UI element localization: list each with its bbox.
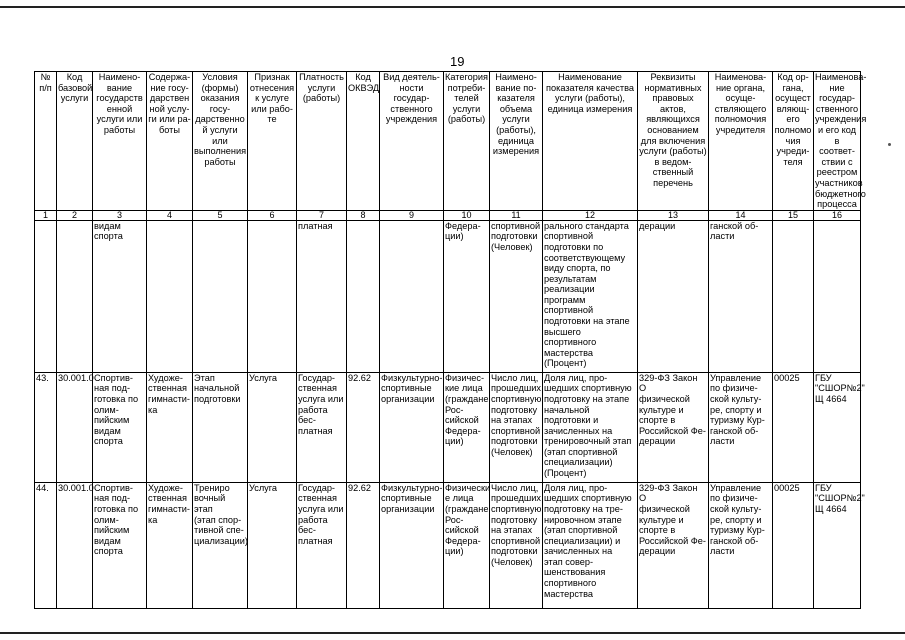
table-cell: 30.001.0 (57, 372, 93, 482)
table-cell: ГБУ "СШОР№2" Щ 4664 (814, 482, 861, 608)
column-number-row (35, 210, 861, 220)
column-number: 11 (490, 210, 543, 220)
page-number: 19 (450, 54, 465, 69)
column-number: 15 (773, 210, 814, 220)
header-cell: Условия (формы) оказания госу- дарственно й услуги или выполнения работы (193, 72, 248, 211)
column-number: 14 (709, 210, 773, 220)
header-cell: Наименова- ние государ- ственного учреждения и его код в соответ- ствии с реестром участников бюджетного процесса (815, 72, 867, 210)
table-cell (35, 220, 57, 372)
table-cell: 92.62 (347, 372, 380, 482)
table-row (35, 372, 861, 482)
table-cell (347, 220, 380, 372)
table-cell (248, 220, 297, 372)
table-cell: Государ- ственная услуга или работа бес- платная (297, 482, 347, 608)
table-cell: 30.001.0 (57, 482, 93, 608)
column-number: 8 (347, 210, 380, 220)
table-cell: Физкультурно- спортивные организации (380, 482, 444, 608)
table-cell: спортивной подготовки (Человек) (490, 220, 543, 372)
table-cell: 00025 (773, 482, 814, 608)
table-cell: Физкультурно- спортивные организации (380, 372, 444, 482)
table-cell: Физически е лица (граждане Рос- сийской Федера- ции) (444, 482, 490, 608)
header-cell: Категория потреби- телей услуги (работы) (444, 72, 490, 211)
table-cell: Доля лиц, про- шедших спортивную подготовку на тре- нировочном этапе (этап спортивной специализации) и зачисленных на этап совер- шенствования спортивного мастерства (543, 482, 638, 608)
table-cell: Управление по физиче- ской культу- ре, спорту и туризму Кур- ганской об- ласти (709, 482, 773, 608)
table-cell: Управление по физиче- ской культу- ре, спорту и туризму Кур- ганской об- ласти (709, 372, 773, 482)
column-number: 10 (444, 210, 490, 220)
column-number: 6 (248, 210, 297, 220)
table-cell (57, 220, 93, 372)
table-cell: Доля лиц, про- шедших спортивную подготовку на этапе начальной подготовки и зачисленных на тренировочный этап (этап спортивной специализации) (Процент) (543, 372, 638, 482)
header-cell: Наименование показателя качества услуги (работы), единица измерения (543, 72, 638, 211)
table-cell: Услуга (248, 372, 297, 482)
table-cell: Федера- ции) (444, 220, 490, 372)
column-number: 5 (193, 210, 248, 220)
table-cell (193, 220, 248, 372)
table-cell (773, 220, 814, 372)
table-cell: Физичес- кие лица (граждане Рос- сийской Федера- ции) (444, 372, 490, 482)
table-cell: Спортив- ная под- готовка по олим- пийским видам спорта (93, 372, 147, 482)
header-cell: Вид деятель- ности государ- ственного учреждения (380, 72, 444, 211)
table-cell: Этап начальной подготовки (193, 372, 248, 482)
table-cell: Художе- ственная гимнасти- ка (147, 372, 193, 482)
table-cell (147, 220, 193, 372)
header-cell: Код ОКВЭД (347, 72, 380, 211)
table-cell: рального стандарта спортивной подготовки по соответствующему виду спорта, по результатам реализации программ спортивной подготовки на этапе высшего спортивного мастерства (Процент) (543, 220, 638, 372)
header-row (35, 72, 861, 211)
column-number: 4 (147, 210, 193, 220)
column-number: 7 (297, 210, 347, 220)
table-row (35, 482, 861, 608)
column-number: 16 (814, 210, 861, 220)
table-cell: 92.62 (347, 482, 380, 608)
table-cell: Спортив- ная под- готовка по олим- пийским видам спорта (93, 482, 147, 608)
table-cell (814, 220, 861, 372)
header-cell: Признак отнесения к услуге или рабо- те (248, 72, 297, 211)
table-cell: Услуга (248, 482, 297, 608)
table-cell (380, 220, 444, 372)
column-number: 1 (35, 210, 57, 220)
table-cell: Число лиц, прошедших спортивную подготовку на этапах спортивной подготовки (Человек) (490, 482, 543, 608)
table-cell: Государ- ственная услуга или работа бес- платная (297, 372, 347, 482)
services-registry-table (34, 71, 867, 609)
header-cell: № п/п (35, 72, 57, 211)
table-cell: 43. (35, 372, 57, 482)
header-cell: Содержа- ние госу- дарствен ной услу- ги или ра- боты (147, 72, 193, 211)
column-number: 3 (93, 210, 147, 220)
table-cell: 44. (35, 482, 57, 608)
column-number: 2 (57, 210, 93, 220)
table-cell: Трениро вочный этап (этап спор- тивной спе- циализации) (193, 482, 248, 608)
header-cell: Код базовой услуги (57, 72, 93, 211)
header-cell: Наименова- ние органа, осуще- ствляющего полномочия учредителя (709, 72, 773, 211)
column-number: 13 (638, 210, 709, 220)
header-cell: Платность услуги (работы) (297, 72, 347, 211)
table-cell: Художе- ственная гимнасти- ка (147, 482, 193, 608)
table-cell: 329-ФЗ Закон О физической культуре и спорте в Российской Фе- дерации (638, 482, 709, 608)
header-cell: Наимено- вание государств енной услуги или работы (93, 72, 147, 211)
scan-top-edge (0, 6, 905, 8)
table-cell: 329-ФЗ Закон О физической культуре и спорте в Российской Фе- дерации (638, 372, 709, 482)
table-cell: 00025 (773, 372, 814, 482)
header-cell: Наимено- вание по- казателя объема услуги (работы), единица измерения (490, 72, 543, 211)
table-cell: дерации (638, 220, 709, 372)
table-cell: ГБУ "СШОР№2" Щ 4664 (814, 372, 861, 482)
scan-bottom-edge (0, 632, 905, 634)
column-number: 9 (380, 210, 444, 220)
table-row-continued (35, 220, 861, 372)
table-cell: платная (297, 220, 347, 372)
table-cell: видам спорта (93, 220, 147, 372)
column-number: 12 (543, 210, 638, 220)
table-cell: ганской об- ласти (709, 220, 773, 372)
scan-speck (888, 143, 891, 146)
header-cell: Реквизиты нормативных правовых актов, являющихся основанием для включения услуги (работы) в ведом- ственный перечень (638, 72, 709, 211)
table-cell: Число лиц, прошедших спортивную подготовку на этапах спортивной подготовки (Человек) (490, 372, 543, 482)
header-cell: Код ор- гана, осущест вляющ- его полномо чия учреди- теля (773, 72, 814, 211)
